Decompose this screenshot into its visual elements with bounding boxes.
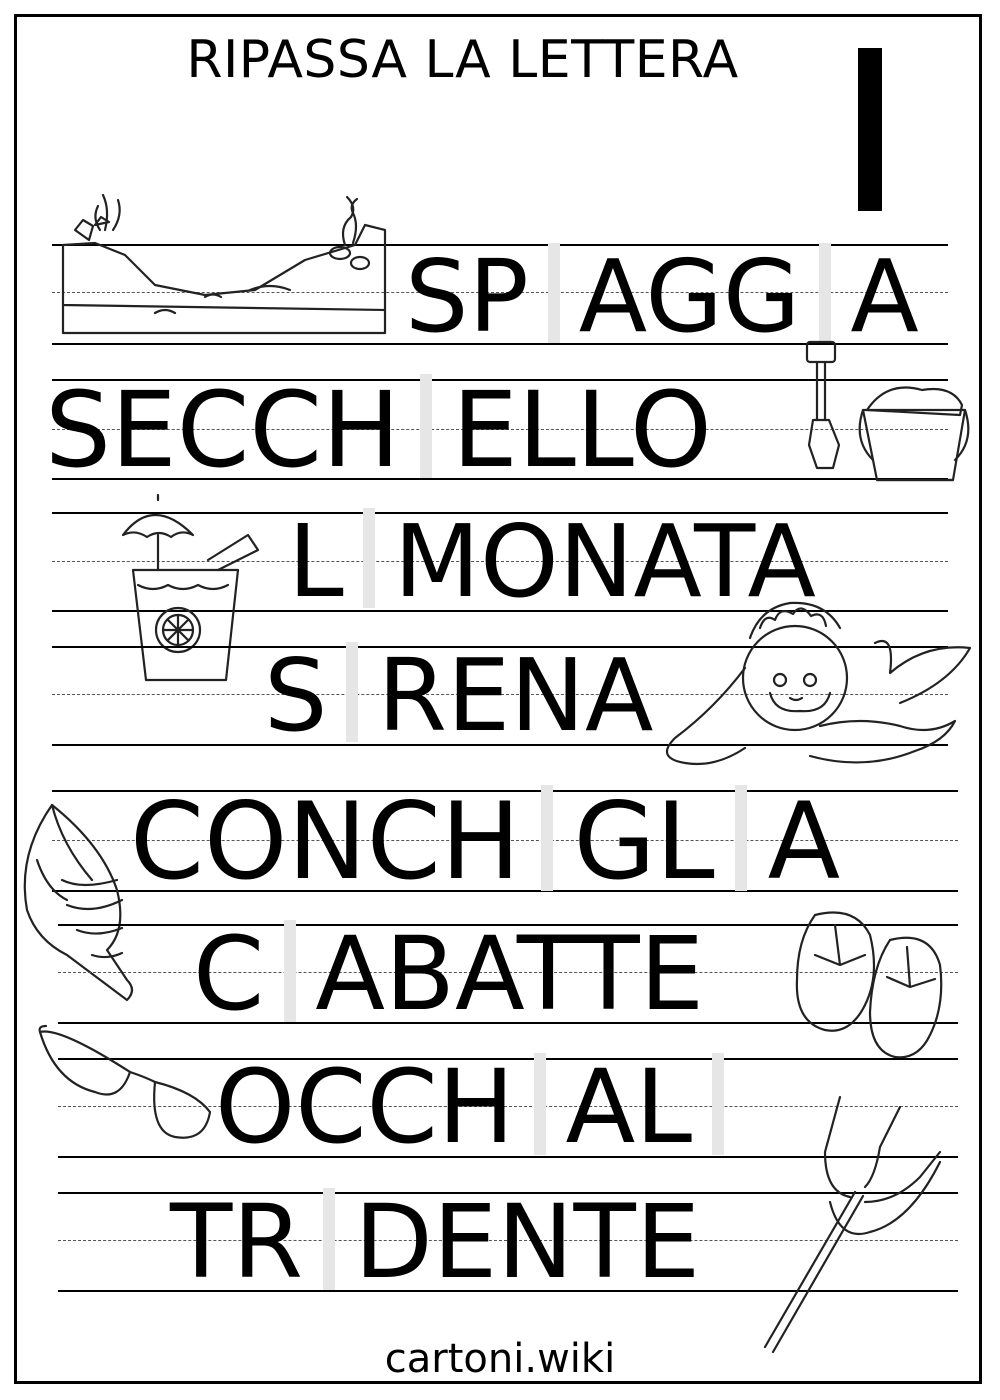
bucket-and-shovel-icon [805, 340, 970, 485]
word-segment: ABATTE [315, 915, 705, 1034]
beach-icon [55, 185, 395, 340]
missing-letter-gap[interactable] [520, 789, 573, 895]
target-letter [858, 48, 882, 211]
missing-letter-gap[interactable] [800, 247, 850, 347]
missing-letter-gap[interactable] [529, 247, 579, 347]
word-segment: S [264, 637, 328, 754]
missing-letter-gap[interactable] [514, 1057, 565, 1159]
trace-word [215, 1048, 743, 1167]
trace-word [405, 238, 919, 355]
word-segment: L [288, 503, 344, 620]
missing-letter-gap[interactable] [692, 1057, 743, 1159]
word-segment: TR [170, 1183, 304, 1302]
trace-word [45, 369, 712, 491]
missing-letter-gap[interactable] [303, 1192, 354, 1294]
word-segment: SP [405, 238, 529, 355]
trace-word [193, 915, 705, 1034]
seashell-icon [22, 800, 152, 1005]
word-segment: ELLO [452, 369, 712, 491]
missing-letter-gap[interactable] [715, 789, 768, 895]
footer-website: cartoni.wiki [384, 1336, 616, 1382]
missing-letter-gap[interactable] [344, 512, 394, 612]
trace-word [264, 637, 654, 754]
word-segment: A [850, 238, 919, 355]
trace-word [130, 780, 841, 903]
word-segment: MONATA [393, 503, 816, 620]
missing-letter-gap[interactable] [327, 646, 377, 746]
word-segment: A [767, 780, 841, 903]
missing-letter-gap[interactable] [400, 378, 452, 482]
flip-flops-icon [795, 905, 955, 1070]
trident-icon [755, 1092, 950, 1357]
page-title: RIPASSA LA LETTERA [186, 30, 739, 90]
sunglasses-icon [35, 1022, 215, 1147]
word-segment: CONCH [130, 780, 521, 903]
word-segment: SECCH [45, 369, 401, 491]
missing-letter-gap[interactable] [264, 924, 315, 1026]
trace-word [170, 1183, 701, 1302]
word-segment: AL [565, 1048, 693, 1167]
word-segment: OCCH [215, 1048, 515, 1167]
word-segment: RENA [377, 637, 654, 754]
trace-word [288, 503, 816, 620]
word-segment: DENTE [354, 1183, 701, 1302]
lemonade-glass-icon [118, 490, 278, 685]
mermaid-icon [660, 598, 970, 783]
word-segment: C [193, 915, 265, 1034]
word-segment: AGG [578, 238, 801, 355]
word-segment: GL [573, 780, 715, 903]
